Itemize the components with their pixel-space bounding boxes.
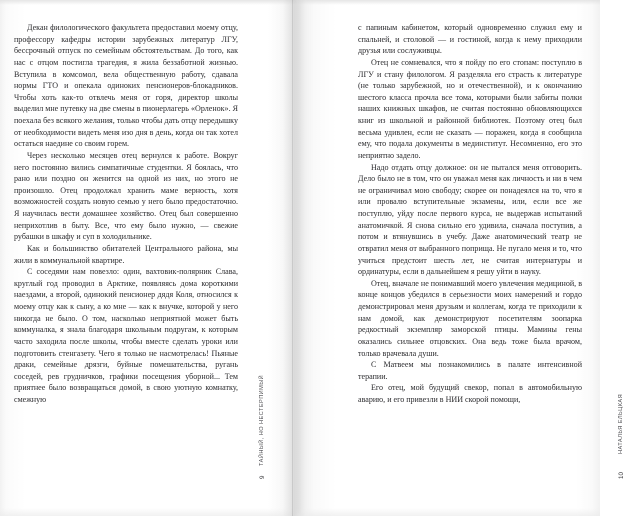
paragraph: Через несколько месяцев отец вернулся к работе. Вокруг него постоянно вились симпатичные студентки. Я боялась, что рано или поздно он женится на одной из них, но этого не произошло. Отец продолжал хранить маме верность, хотя возможностей создать новую семью у него было предостаточно. Я научилась вести домашнее хозяйство. Отец был совершенно неприхотлив в быту. Все, что ему было нужно, — свежие рубашки в шкафу и суп в холодильнике. bbox=[14, 150, 238, 242]
right-page-running-head: НАТАЛЬЯ ЕЛЬЦКАЯ bbox=[618, 393, 624, 454]
paragraph: Надо отдать отцу должное: он не пытался меня отговорить. Дело было не в том, что он уважал меня как личность и ни в чем не ограничивал мою свободу; скорее он понадеялся на то, что я или провалю вступительные экзамены, или, если все же поступлю, уйду после первого курса, не выдержав испытаний анатомичкой. Я снова сильно его удивила, сначала поступив, а потом и втянувшись в учебу. Даже анатомический театр не отвратил меня от выбранного поприща. Не пугало меня и то, что учиться предстоит шесть лет, не считая интернатуры и ординатуры, если в дальнейшем я решу уйти в науку. bbox=[358, 162, 582, 277]
paragraph: Отец не сомневался, что я пойду по его стопам: поступлю в ЛГУ и стану филологом. Я разделяла его страсть к литературе (не только зарубежной, но и отечественной), и к окончанию шестого класса прочла все тома, которыми были забиты полки наших книжных шкафов, не считая постоянно обновляющихся книг из школьной и районной библиотек. Поэтому отец был весьма удивлен, если не сказать — поражен, когда я сообщила ему, что подала документы в мединститут. Несомненно, его это неприятно задело. bbox=[358, 57, 582, 160]
paragraph: Как и большинство обитателей Центрального района, мы жили в коммунальной квартире. bbox=[14, 243, 238, 265]
right-page-textblock bbox=[358, 22, 582, 406]
paragraph: с папиным кабинетом, который одновременно служил ему и спальней, и столовой — и гостиной, когда к нему приходили друзья или сослуживцы. bbox=[358, 23, 582, 56]
left-page-running-head: ТАЙНЫЙ, НО НЕСТЕРПИМЫЙ bbox=[259, 374, 265, 466]
paragraph: Декан филологического факультета предоставил моему отцу, профессору кафедры истории зарубежных литератур ЛГУ, бессрочный отпуск по семейным обстоятельствам. До того, как нас с отцом постигла трагедия, я жила беззаботной жизнью. Вступила в комсомол, вела общественную работу, сдавала нормы ГТО и опекала одиноких пенсионеров-блокадников. Чтобы хоть как-то отвлечь меня от горя, директор школы выделил мне путевку на две смены в пионерлагерь «Орленок». Я поехала без всякого желания, только чтобы дать отцу передышку от необходимости видеть меня изо дня в день, когда он так хотел остаться наедине со своим горем. bbox=[14, 23, 238, 149]
left-page bbox=[0, 0, 292, 516]
right-page bbox=[292, 0, 625, 516]
paragraph: С соседями нам повезло: один, вахтовик-полярник Слава, круглый год проводил в Арктике, появляясь дома короткими наездами, а второй, одинокий пенсионер дядя Коля, относился к моему отцу как к сыну, а ко мне — как к внучке, которой у него никогда не было. О том, насколько неприятной может быть коммуналка, я знала благодаря школьным подругам, к которым часто заходила после школы, чтобы вместе сделать уроки или подготовить стенгазету. Чего я только не насмотрелась! Пьяные драки, семейные дрязги, буйные помешательства, ругань соседей, рев грудничков, графики посещения уборной... Тем приятнее было возвращаться домой, в свою уютную комнатку, смежную bbox=[14, 267, 238, 404]
paragraph: Его отец, мой будущий свекор, попал в автомобильную аварию, и его привезли в НИИ скорой помощи, bbox=[358, 383, 582, 404]
left-page-number: 9 bbox=[259, 475, 266, 479]
paragraph: Отец, вначале не понимавший моего увлечения медициной, в конце концов убедился в серьезности моих намерений и гордо демонстрировал меня друзьям и коллегам, когда те приходили к нам домой, как демонстрируют посетителям зоопарка редкостный экземпляр заморской птицы. Мамины гены оказались сильнее отцовских. Она ведь тоже была врачом, только врачевала души. bbox=[358, 278, 582, 358]
paragraph: С Матвеем мы познакомились в палате интенсивной терапии. bbox=[358, 360, 582, 381]
left-page-textblock bbox=[14, 22, 238, 406]
right-page-number: 10 bbox=[618, 472, 625, 479]
